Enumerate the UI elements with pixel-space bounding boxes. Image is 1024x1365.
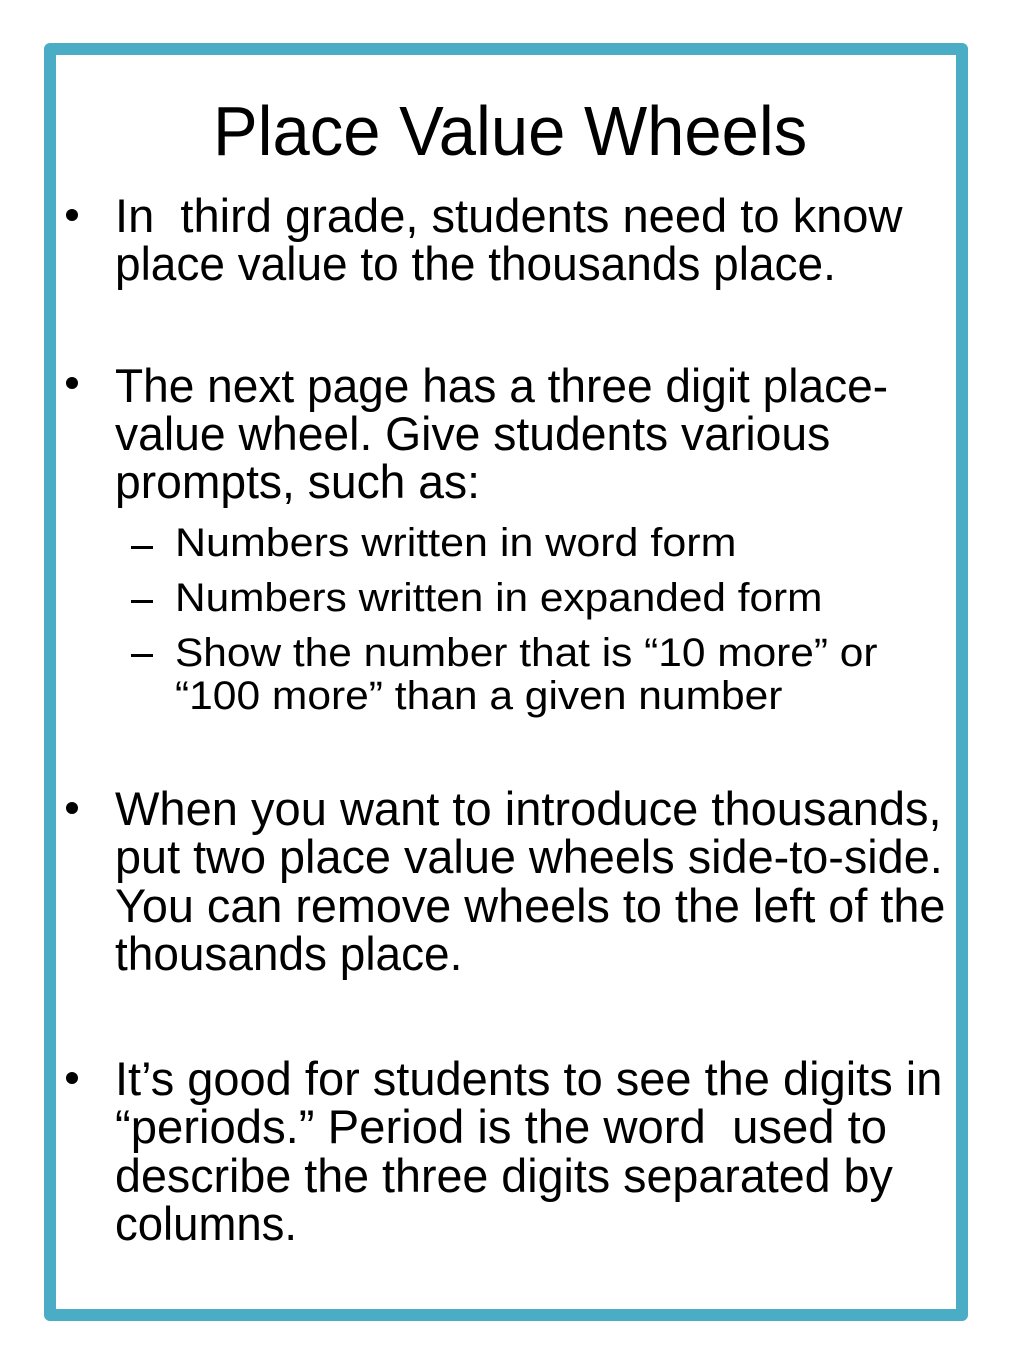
sub-bullet-3-line-2: “100 more” than a given number <box>175 674 783 718</box>
bullet-2-line-1: The next page has a three digit place- <box>115 359 889 412</box>
bullet-4-line-2: “periods.” Period is the word used to <box>115 1100 888 1153</box>
bullet-1-line-1: In third grade, students need to know <box>115 189 903 242</box>
bullet-1-line-2: place value to the thousands place. <box>115 237 836 290</box>
bullet-3-line-4: thousands place. <box>115 927 463 980</box>
sub-bullet-1-line-1: Numbers written in word form <box>175 521 737 565</box>
dash-icon <box>131 546 153 549</box>
bullet-icon <box>66 802 78 814</box>
dash-icon <box>131 600 153 603</box>
sub-bullet-2-line-1: Numbers written in expanded form <box>175 576 823 620</box>
bullet-3-line-1: When you want to introduce thousands, <box>115 782 942 835</box>
bullet-2-line-3: prompts, such as: <box>115 455 480 508</box>
bullet-4-line-4: columns. <box>115 1197 298 1250</box>
bullet-icon <box>66 1072 78 1084</box>
bullet-4-line-1: It’s good for students to see the digits in <box>115 1052 943 1105</box>
bullet-3-line-3: You can remove wheels to the left of the <box>115 879 946 932</box>
dash-icon <box>131 654 153 657</box>
bullet-icon <box>66 377 78 389</box>
bullet-2-line-2: value wheel. Give students various <box>115 407 831 460</box>
bullet-4-line-3: describe the three digits separated by <box>115 1149 893 1202</box>
slide-title: Place Value Wheels <box>213 92 808 170</box>
bullet-icon <box>66 209 78 221</box>
sub-bullet-3-line-1: Show the number that is “10 more” or <box>175 631 878 675</box>
bullet-3-line-2: put two place value wheels side-to-side. <box>115 830 943 883</box>
